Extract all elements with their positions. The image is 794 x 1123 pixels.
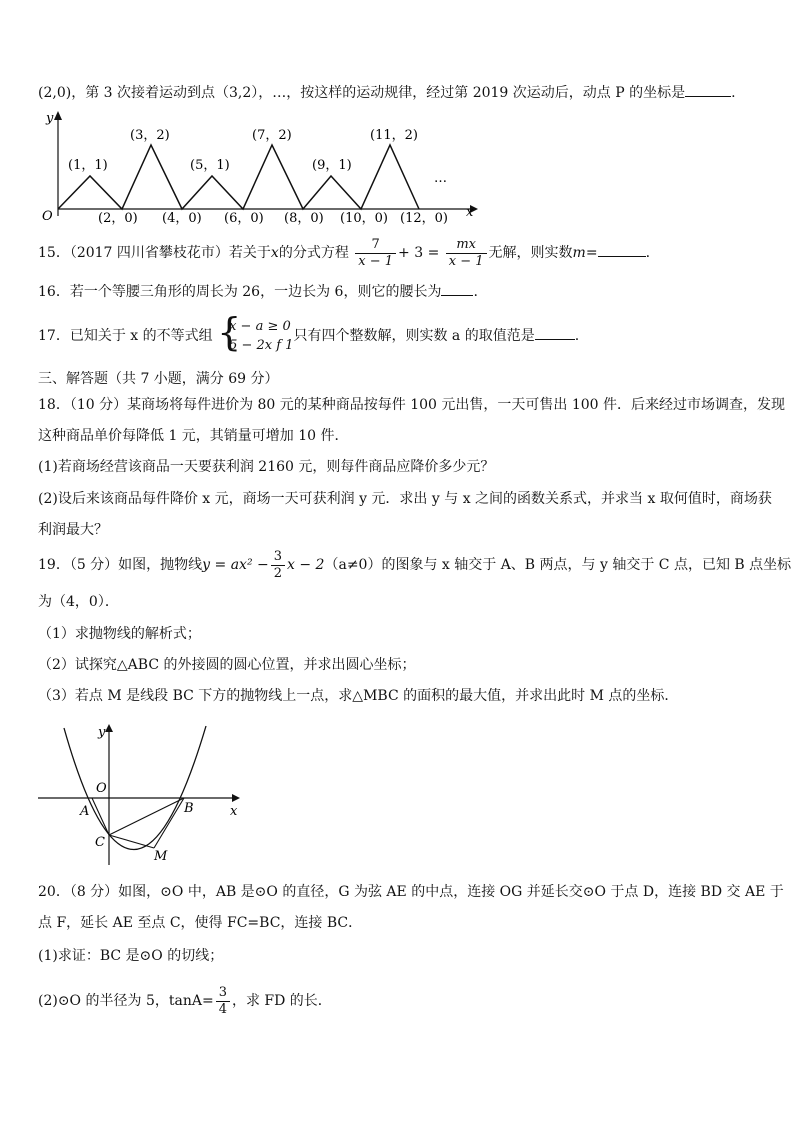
- peak-label: (7，2): [252, 128, 292, 143]
- fraction-mx-over-x-minus-1: $\frac{mx}{x - 1}$: [446, 237, 487, 270]
- peak-label: (5，1): [190, 158, 230, 173]
- intro-line: (2,0)，第 3 次接着运动到点（3,2），…，按这样的运动规律，经过第 2019 次运动后，动点 P 的坐标是 .: [38, 82, 736, 103]
- ellipsis: …: [434, 171, 447, 186]
- question-20-sub1: (1)求证：BC 是⊙O 的切线；: [38, 948, 224, 964]
- question-18-sub2-line2: 利润最大？: [38, 522, 108, 538]
- zigzag-graph: [38, 108, 478, 226]
- question-18-line1: 18．（10 分）某商场将每件进价为 80 元的某种商品按每件 100 元出售，一天可售出 100 件．后来经过市场调查，发现: [38, 397, 786, 413]
- fraction-7-over-x-minus-1: $\frac{7}{x - 1}$: [355, 237, 396, 270]
- question-20-sub2: (2)⊙O 的半径为 5，tanA= $\frac{3}{4}$ ，求 FD 的长．: [38, 984, 332, 1017]
- zigzag-path: [58, 145, 419, 209]
- question-19-sub2: （2）试探究△ABC 的外接圆的圆心位置，并求出圆心坐标；: [38, 657, 416, 673]
- question-15: 15．（2017 四川省攀枝花市）若关于x的分式方程 $\frac{7}{x - 1}$ + 3 = $\frac{mx}{x - 1}$ 无解，则实数m= .: [38, 236, 651, 269]
- answer-blank[interactable]: [441, 281, 473, 296]
- origin-label: O: [96, 781, 107, 796]
- y-axis-label: y: [98, 725, 106, 740]
- question-18-sub2-line1: (2)设后来该商品每件降价 x 元，商场一天可获利润 y 元．求出 y 与 x 之间的函数关系式，并求当 x 取何值时，商场获: [38, 491, 772, 507]
- peak-label: (11，2): [370, 128, 418, 143]
- base-label: (10，0): [340, 211, 388, 226]
- base-label: (8，0): [284, 211, 324, 226]
- question-20-line2: 点 F，延长 AE 至点 C，使得 FC=BC，连接 BC．: [38, 915, 363, 931]
- parabola-curve: [64, 726, 206, 850]
- peak-label: (9，1): [312, 158, 352, 173]
- question-18-line2: 这种商品单价每降低 1 元，其销量可增加 10 件．: [38, 428, 349, 444]
- answer-blank[interactable]: [535, 325, 575, 340]
- question-18-sub1: (1)若商场经营该商品一天要获利润 2160 元，则每件商品应降价多少元？: [38, 459, 495, 475]
- question-19: 19．（5 分）如图，抛物线y = ax² − $\frac{3}{2}$ x − 2（a≠0）的图象与 x 轴交于 A、B 两点，与 y 轴交于 C 点，已知 B 点坐标: [38, 548, 792, 581]
- question-19-line2: 为（4，0）．: [38, 594, 119, 610]
- parabola-graph: [34, 720, 249, 868]
- y-axis-arrow: [105, 724, 113, 732]
- answer-blank[interactable]: [685, 82, 731, 97]
- peak-label: (3，2): [130, 128, 170, 143]
- question-17: 17．已知关于 x 的不等式组 { x − a ≥ 0 5 − 2x f 1 只有四个整数解，则实数 a 的取值范是 .: [38, 310, 580, 354]
- base-label: (4，0): [162, 211, 202, 226]
- segment-ac: [92, 798, 109, 835]
- base-label: (2，0): [98, 211, 138, 226]
- point-c-label: C: [95, 835, 105, 850]
- question-16: 16．若一个等腰三角形的周长为 26，一边长为 6，则它的腰长为 .: [38, 281, 478, 302]
- origin-label: O: [42, 209, 53, 224]
- base-label: (12，0): [400, 211, 448, 226]
- x-axis-arrow: [232, 794, 240, 802]
- intro-text: (2,0)，第 3 次接着运动到点（3,2），…，按这样的运动规律，经过第 2019 次运动后，动点 P 的坐标是: [38, 85, 686, 101]
- x-axis-label: x: [466, 205, 474, 220]
- point-m-label: M: [154, 849, 168, 864]
- x-axis-label: x: [230, 804, 238, 819]
- y-axis-arrow: [54, 111, 62, 120]
- point-b-label: B: [184, 801, 194, 816]
- question-19-sub3: （3）若点 M 是线段 BC 下方的抛物线上一点，求△MBC 的面积的最大值，并求出此时 M 点的坐标．: [38, 688, 679, 704]
- y-axis-label: y: [46, 111, 54, 126]
- question-19-sub1: （1）求抛物线的解析式；: [38, 626, 201, 642]
- base-label: (6，0): [224, 211, 264, 226]
- question-20-line1: 20．（8 分）如图，⊙O 中，AB 是⊙O 的直径，G 为弦 AE 的中点，连接 OG 并延长交⊙O 于点 D，连接 BD 交 AE 于: [38, 884, 784, 900]
- answer-blank[interactable]: [598, 242, 646, 257]
- fraction-3-over-4: $\frac{3}{4}$: [216, 985, 230, 1018]
- fraction-3-over-2: $\frac{3}{2}$: [271, 549, 285, 582]
- peak-label: (1，1): [68, 158, 108, 173]
- inequality-system: { x − a ≥ 0 5 − 2x f 1: [217, 310, 294, 354]
- section-heading: 三、解答题（共 7 小题，满分 69 分）: [38, 371, 279, 387]
- point-a-label: A: [80, 804, 90, 819]
